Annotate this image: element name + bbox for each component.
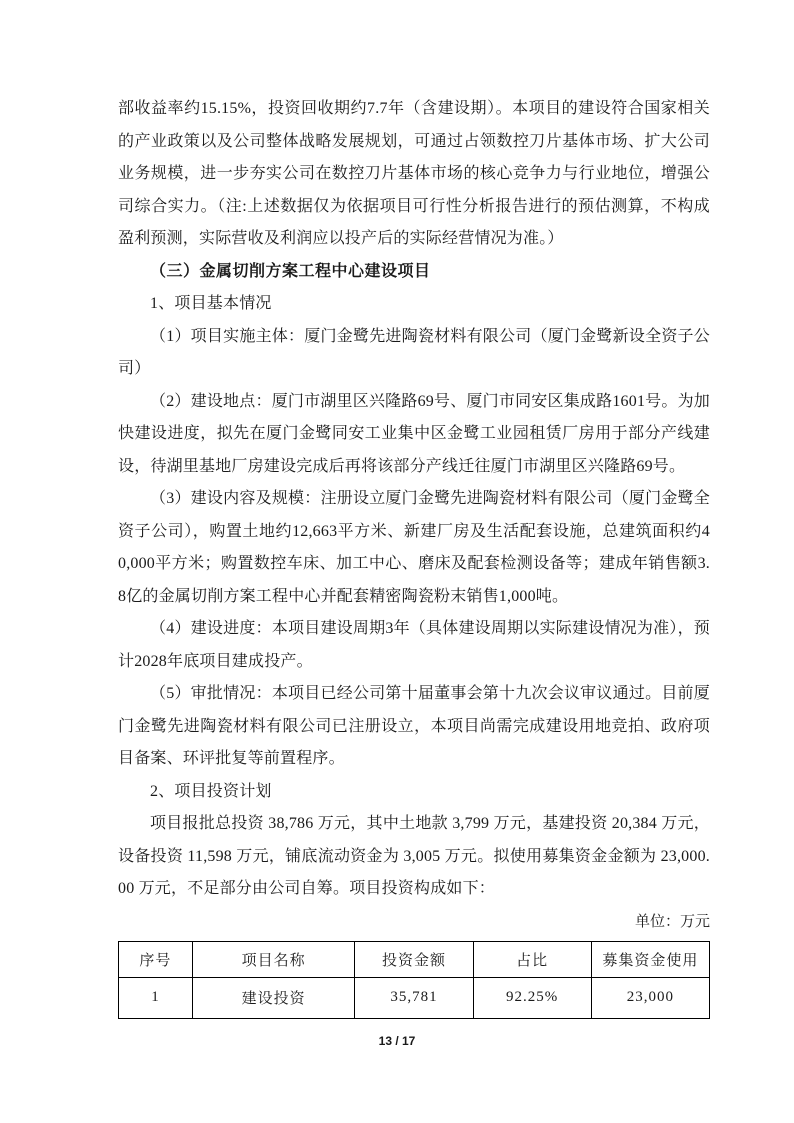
page-content (118, 93, 710, 1019)
table-header-row (119, 941, 710, 977)
investment-table (118, 941, 710, 1019)
body-paragraph-implementer: （1）项目实施主体：厦门金鹭先进陶瓷材料有限公司（厦门金鹭新设全资子公司） (118, 327, 710, 377)
subsection-title-investment-plan: 2、项目投资计划 (150, 782, 272, 800)
section-heading: （三）金属切削方案工程中心建设项目 (150, 262, 431, 280)
table-cell-amount: 35,781 (355, 977, 473, 1018)
table-header-cell-index: 序号 (119, 941, 193, 977)
body-paragraph-continuation: 部收益率约15.15%，投资回收期约7.7年（含建设期）。本项目的建设符合国家相关的产业政策以及公司整体战略发展规划，可通过占领数控刀片基体市场、扩大公司业务规模，进一步夯实公司在数控刀片基体市场的核心竞争力与行业地位，增强公司综合实力。（注:上述数据仅为依据项目可行性分析报告进行的预估测算，不构成盈利预测，实际营收及利润应以投产后的实际经营情况为准。） (118, 100, 710, 247)
table-header-cell-raised-funds: 募集资金使用 (591, 941, 709, 977)
table-cell-raised-funds: 23,000 (591, 977, 709, 1018)
table-cell-project-name: 建设投资 (192, 977, 355, 1018)
table-header-cell-amount: 投资金额 (355, 941, 473, 977)
body-paragraph-investment: 项目报批总投资 38,786 万元，其中土地款 3,799 万元，基建投资 20,384 万元，设备投资 11,598 万元，铺底流动资金为 3,005 万元。拟使用募集资金金额为 23,000.00 万元，不足部分由公司自筹。项目投资构成如下： (118, 815, 710, 897)
body-paragraph-scale: （3）建设内容及规模：注册设立厦门金鹭先进陶瓷材料有限公司（厦门金鹭全资子公司），购置土地约12,663平方米、新建厂房及生活配套设施，总建筑面积约40,000平方米；购置数控车床、加工中心、磨床及配套检测设备等；建成年销售额3.8亿的金属切削方案工程中心并配套精密陶瓷粉末销售1,000吨。 (118, 490, 710, 605)
table-header-cell-ratio: 占比 (473, 941, 591, 977)
page-number: 13 / 17 (378, 1034, 416, 1048)
body-paragraph-approval: （5）审批情况：本项目已经公司第十届董事会第十九次会议审议通过。目前厦门金鹭先进陶瓷材料有限公司已注册设立，本项目尚需完成建设用地竞拍、政府项目备案、环评批复等前置程序。 (118, 685, 710, 767)
subsection-title-basic-info: 1、项目基本情况 (150, 295, 272, 312)
unit-note: 单位：万元 (634, 913, 710, 930)
body-paragraph-location: （2）建设地点：厦门市湖里区兴隆路69号、厦门市同安区集成路1601号。为加快建设进度，拟先在厦门金鹭同安工业集中区金鹭工业园租赁厂房用于部分产线建设，待湖里基地厂房建设完成后再将该部分产线迁往厦门市湖里区兴隆路69号。 (118, 392, 710, 475)
table-cell-index: 1 (119, 977, 193, 1018)
body-paragraph-schedule: （4）建设进度：本项目建设周期3年（具体建设周期以实际建设情况为准），预计2028年底项目建成投产。 (118, 620, 710, 670)
table-row (119, 977, 710, 1018)
table-cell-ratio: 92.25% (473, 977, 591, 1018)
table-header-cell-project-name: 项目名称 (192, 941, 355, 977)
